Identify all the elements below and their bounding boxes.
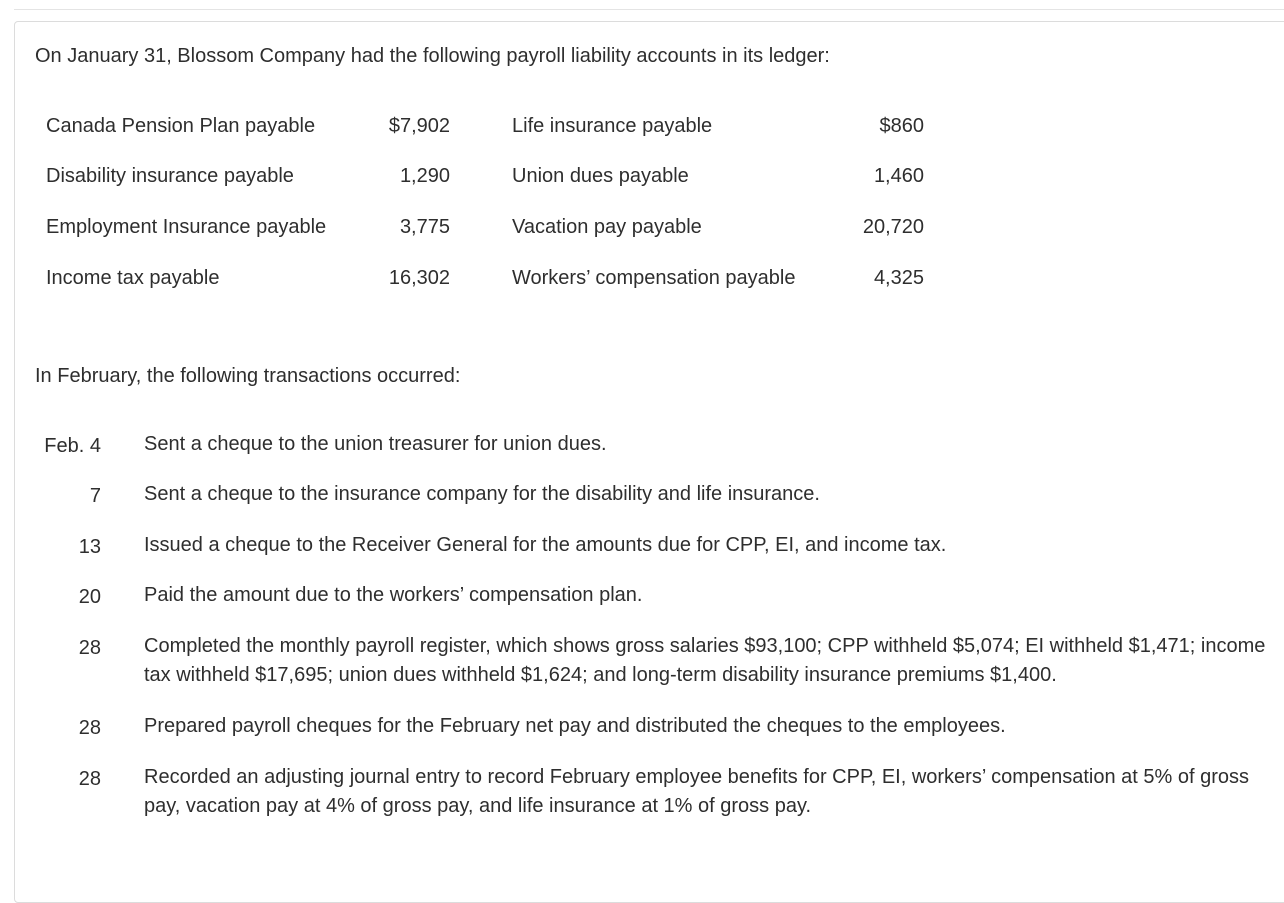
account-name: Life insurance payable	[512, 115, 713, 137]
transaction-date: Feb. 4	[44, 435, 101, 457]
account-amount: 20,720	[862, 216, 924, 238]
transaction-date: 7	[89, 485, 101, 507]
top-divider	[14, 9, 1284, 10]
transaction-date: 28	[78, 717, 101, 739]
transaction-date: 28	[78, 637, 101, 659]
transaction-description: Paid the amount due to the workers’ compensation plan.	[144, 584, 643, 606]
transaction-description: Completed the monthly payroll register, which shows gross salaries $93,100; CPP withheld $5,074; EI withheld $1,471; income tax withheld $17,695; union dues withheld $1,624; and long-term disability insurance premiums $1,400.	[144, 635, 1266, 686]
transaction-date: 28	[78, 768, 101, 790]
account-amount: 1,290	[399, 165, 450, 187]
account-name: Union dues payable	[512, 165, 689, 187]
transaction-description: Sent a cheque to the union treasurer for union dues.	[144, 433, 607, 455]
transaction-date: 20	[78, 586, 101, 608]
account-name: Disability insurance payable	[46, 165, 294, 187]
intro-text: On January 31, Blossom Company had the following payroll liability accounts in its ledger:	[35, 45, 830, 67]
account-name: Employment Insurance payable	[46, 216, 327, 238]
account-amount: 1,460	[873, 165, 924, 187]
account-amount: $7,902	[388, 115, 450, 137]
account-name: Vacation pay payable	[512, 216, 702, 238]
account-amount: $860	[879, 115, 924, 137]
account-name: Income tax payable	[46, 267, 220, 289]
account-amount: 4,325	[873, 267, 924, 289]
transaction-date: 13	[78, 536, 101, 558]
transaction-description: Issued a cheque to the Receiver General for the amounts due for CPP, EI, and income tax.	[144, 534, 947, 556]
transaction-description: Recorded an adjusting journal entry to record February employee benefits for CPP, EI, workers’ compensation at 5% of gross pay, vacation pay at 4% of gross pay, and life insurance at 1% of gross pay.	[144, 766, 1250, 817]
account-name: Workers’ compensation payable	[512, 267, 796, 289]
february-intro-text: In February, the following transactions occurred:	[35, 365, 461, 387]
transaction-description: Prepared payroll cheques for the February net pay and distributed the cheques to the employees.	[144, 715, 1006, 737]
account-amount: 16,302	[388, 267, 450, 289]
account-name: Canada Pension Plan payable	[46, 115, 316, 137]
transaction-description: Sent a cheque to the insurance company for the disability and life insurance.	[144, 483, 820, 505]
account-amount: 3,775	[399, 216, 450, 238]
